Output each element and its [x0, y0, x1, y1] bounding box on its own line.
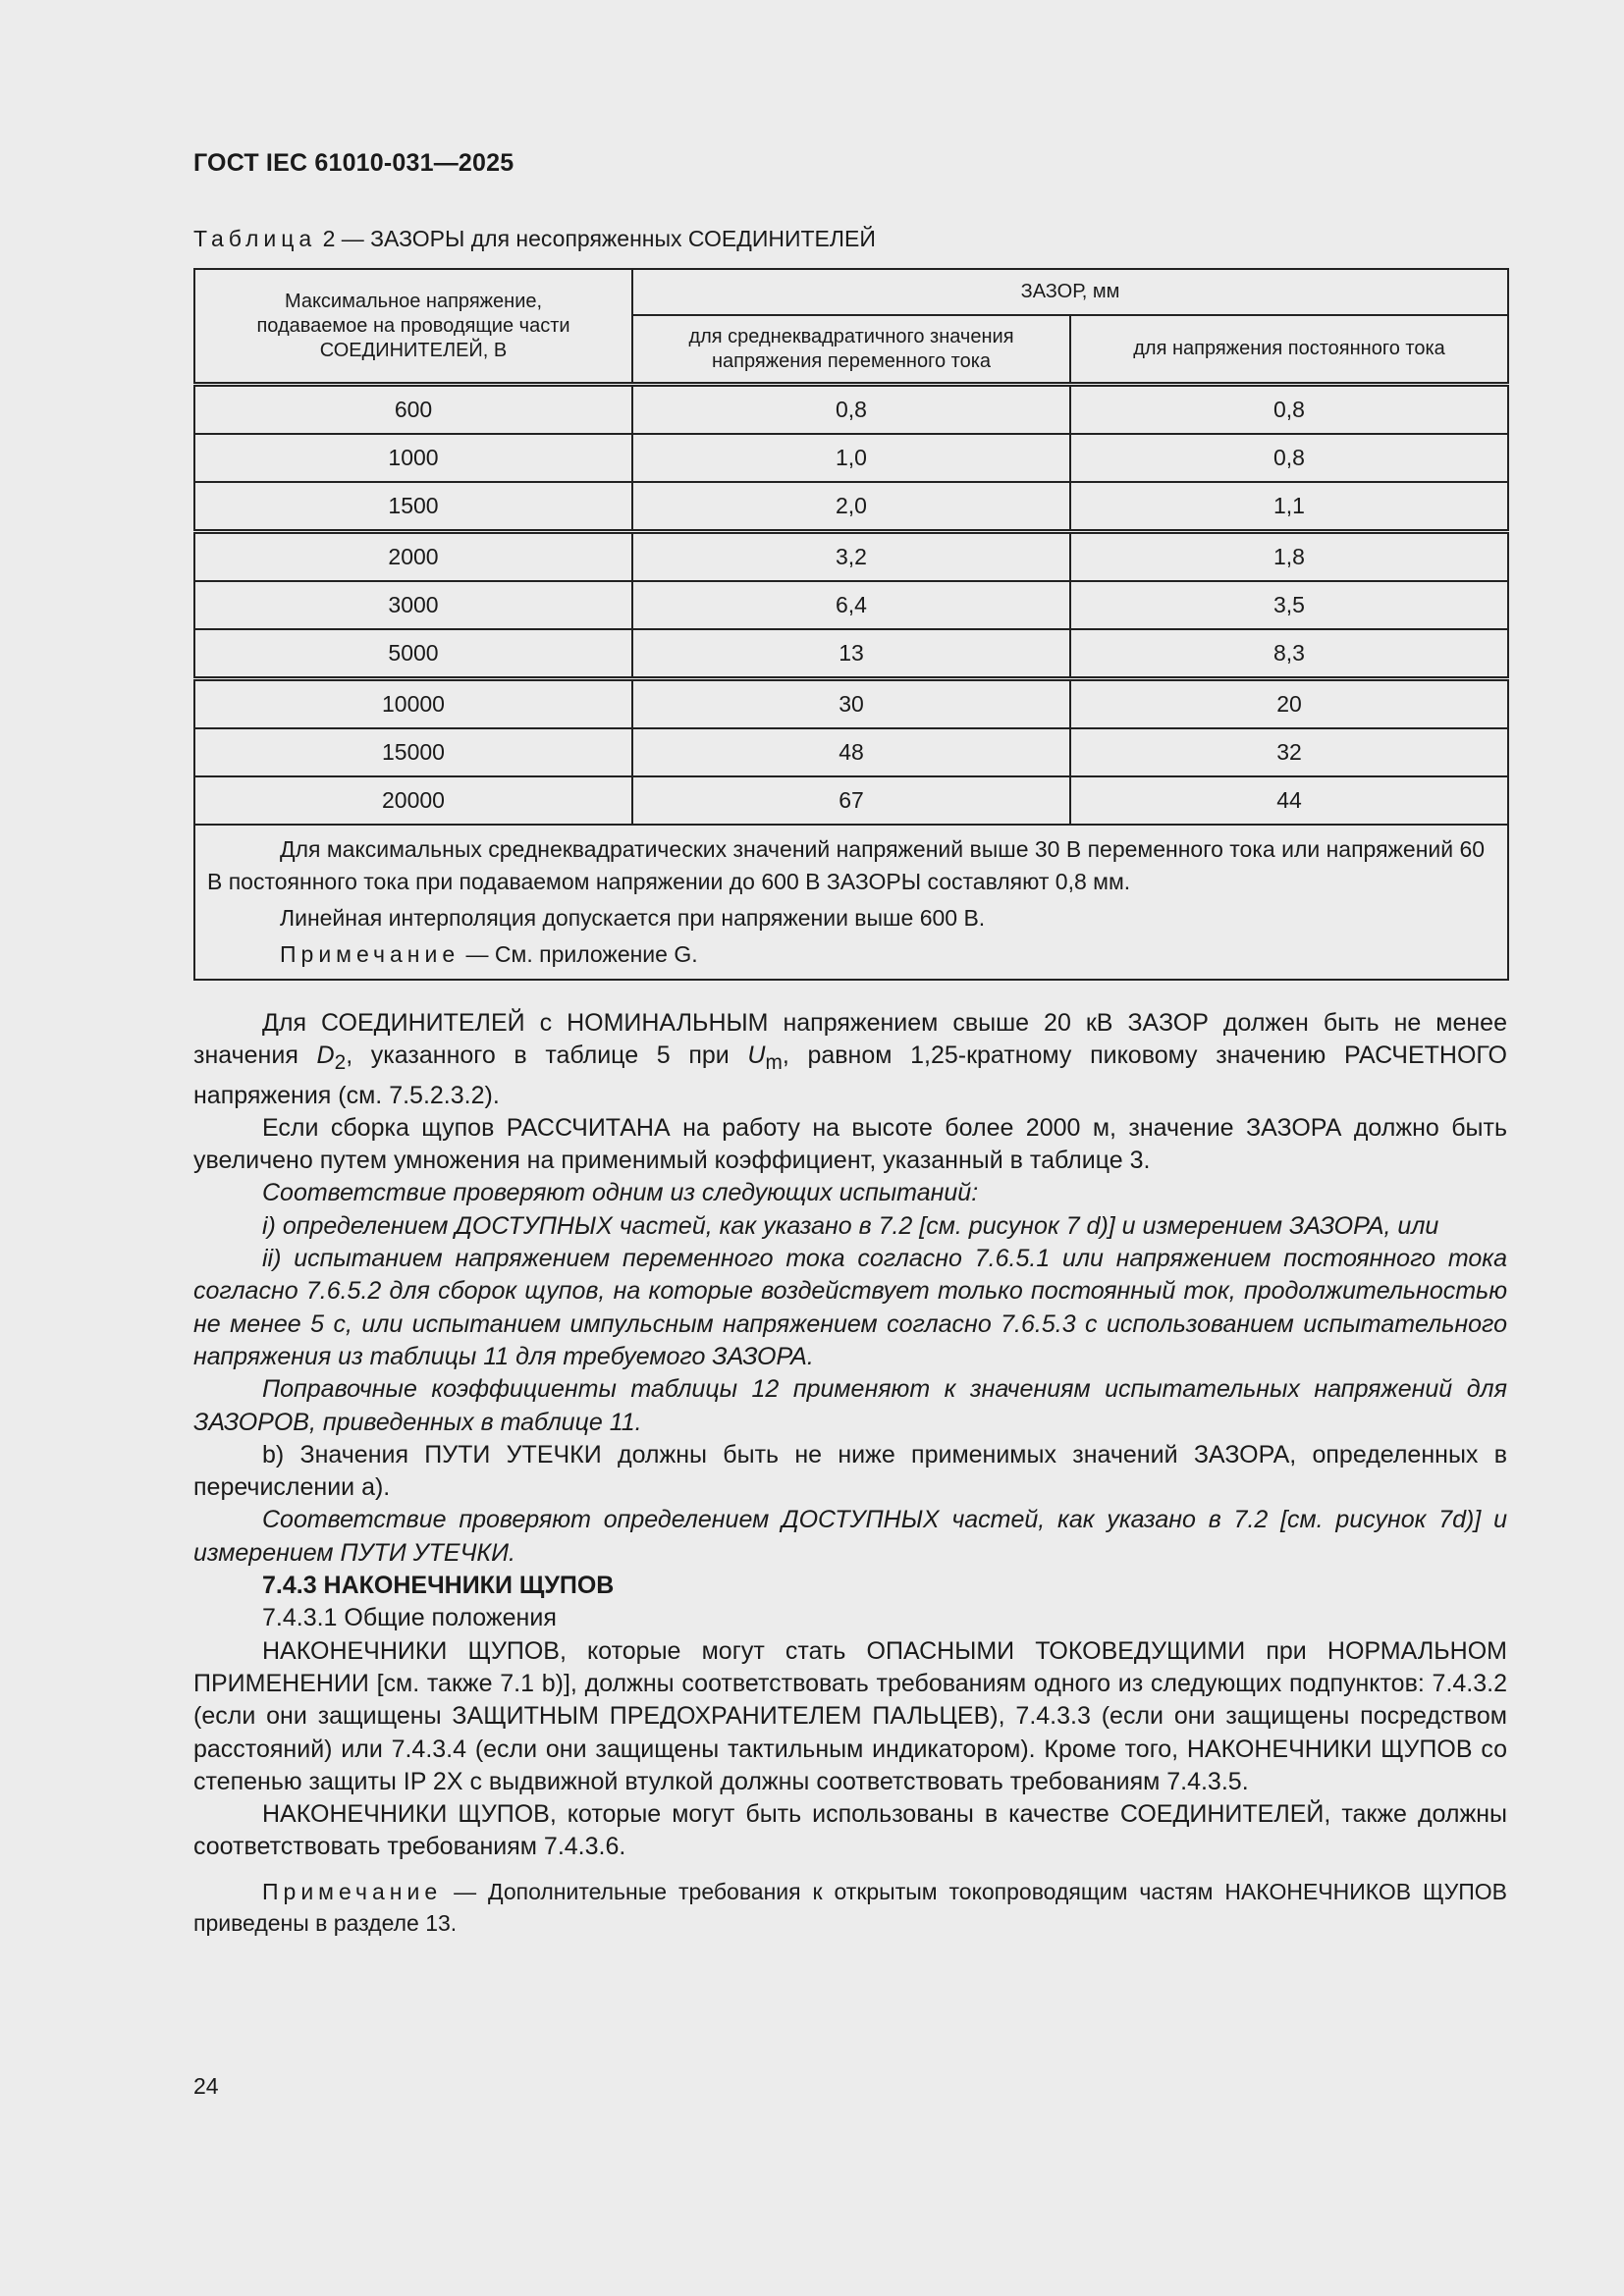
- table-cell: 8,3: [1070, 629, 1508, 679]
- col-header-voltage: Максимальное напряжение, подаваемое на проводящие части СОЕДИНИТЕЛЕЙ, В: [194, 269, 632, 385]
- list-item: i) определением ДОСТУПНЫХ частей, как указано в 7.2 [см. рисунок 7 d)] и измерением ЗАЗОРА, или: [262, 1211, 1439, 1240]
- table-notes: [194, 825, 1508, 980]
- table-row: [194, 434, 1508, 482]
- paragraph: НАКОНЕЧНИКИ ЩУПОВ, которые могут быть использованы в качестве СОЕДИНИТЕЛЕЙ, также должны соответствовать требованиям 7.4.3.6.: [193, 1800, 1507, 1861]
- table-cell: 1500: [194, 482, 632, 532]
- table-cell: 1,0: [632, 434, 1070, 482]
- paragraph: Соответствие проверяют определением ДОСТУПНЫХ частей, как указано в 7.2 [см. рисунок 7d)] и измерением ПУТИ УТЕЧКИ.: [193, 1506, 1507, 1567]
- table-row: [194, 532, 1508, 582]
- paragraph: Если сборка щупов РАССЧИТАНА на работу на высоте более 2000 м, значение ЗАЗОРА должно быть увеличено путем умножения на применимый коэффициент, указанный в таблице 3.: [193, 1113, 1507, 1175]
- table-cell: 3000: [194, 581, 632, 629]
- table-note-2: Линейная интерполяция допускается при напряжении выше 600 В.: [280, 905, 986, 931]
- table-cell: 67: [632, 776, 1070, 825]
- table-cell: 6,4: [632, 581, 1070, 629]
- table-row: [194, 679, 1508, 729]
- col-header-ac: для среднеквадратичного значения напряжения переменного тока: [632, 315, 1070, 385]
- table-row: [194, 629, 1508, 679]
- list-item: ii) испытанием напряжением переменного тока согласно 7.6.5.1 или напряжением постоянного тока согласно 7.6.5.2 для сборок щупов, на которые воздействует только постоянный ток, продолжительностью не менее 5 с, или испытанием импульсным напряжением согласно 7.6.5.3 с использованием испытательного напряжения из таблицы 11 для требуемого ЗАЗОРА.: [193, 1245, 1507, 1370]
- table-cell: 20: [1070, 679, 1508, 729]
- table-cell: 10000: [194, 679, 632, 729]
- page-number: 24: [193, 2073, 219, 2099]
- table-row: [194, 776, 1508, 825]
- table-caption: [193, 226, 876, 252]
- document-header: ГОСТ IEC 61010-031—2025: [193, 149, 514, 177]
- note: Примечание — Дополнительные требования к открытым токопроводящим частям НАКОНЕЧНИКОВ ЩУПОВ приведены в разделе 13.: [193, 1878, 1507, 1936]
- paragraph: Для СОЕДИНИТЕЛЕЙ с НОМИНАЛЬНЫМ напряжением свыше 20 кВ ЗАЗОР должен быть не менее значения $D_2$, указанного в таблице 5 при $U_m$, равном 1,25-кратному пиковому значению РАСЧЕТНОГО напряжения (см. 7.5.2.3.2).: [193, 1009, 1507, 1109]
- table-cell: 2,0: [632, 482, 1070, 532]
- table-cell: 3,2: [632, 532, 1070, 582]
- col-header-dc: для напряжения постоянного тока: [1070, 315, 1508, 385]
- section-heading: 7.4.3 НАКОНЕЧНИКИ ЩУПОВ: [262, 1572, 615, 1600]
- table-cell: 32: [1070, 728, 1508, 776]
- table-note-3: Примечание — См. приложение G.: [280, 941, 698, 967]
- table-cell: 15000: [194, 728, 632, 776]
- table-cell: 0,8: [1070, 434, 1508, 482]
- body-text: [193, 1007, 1507, 1939]
- table-cell: 0,8: [632, 385, 1070, 435]
- table-cell: 2000: [194, 532, 632, 582]
- table-cell: 600: [194, 385, 632, 435]
- table-row: [194, 482, 1508, 532]
- table-row: [194, 728, 1508, 776]
- table-note-1: Для максимальных среднеквадратических значений напряжений выше 30 В переменного тока или напряжений 60 В постоянного тока при подаваемом напряжении до 600 В ЗАЗОРЫ составляют 0,8 мм.: [207, 836, 1486, 894]
- table-caption-label: Таблица: [193, 226, 317, 251]
- paragraph: НАКОНЕЧНИКИ ЩУПОВ, которые могут стать ОПАСНЫМИ ТОКОВЕДУЩИМИ при НОРМАЛЬНОМ ПРИМЕНЕНИИ [см. также 7.1 b)], должны соответствовать требованиям одного из следующих подпунктов: 7.4.3.2 (если они защищены ЗАЩИТНЫМ ПРЕДОХРАНИТЕЛЕМ ПАЛЬЦЕВ), 7.4.3.3 (если они защищены посредством расстояний) или 7.4.3.4 (если они защищены тактильным индикатором). Кроме того, НАКОНЕЧНИКИ ЩУПОВ со степенью защиты IP 2X с выдвижной втулкой должны соответствовать требованиям 7.4.3.5.: [193, 1636, 1507, 1795]
- table-cell: 20000: [194, 776, 632, 825]
- table-cell: 44: [1070, 776, 1508, 825]
- table-cell: 1,8: [1070, 532, 1508, 582]
- clearance-table: [193, 268, 1509, 981]
- table-cell: 3,5: [1070, 581, 1508, 629]
- table-cell: 13: [632, 629, 1070, 679]
- table-cell: 1,1: [1070, 482, 1508, 532]
- table-cell: 30: [632, 679, 1070, 729]
- paragraph: Поправочные коэффициенты таблицы 12 применяют к значениям испытательных напряжений для ЗАЗОРОВ, приведенных в таблице 11.: [193, 1375, 1507, 1436]
- table-cell: 0,8: [1070, 385, 1508, 435]
- table-cell: 48: [632, 728, 1070, 776]
- table-cell: 5000: [194, 629, 632, 679]
- list-item: b) Значения ПУТИ УТЕЧКИ должны быть не ниже применимых значений ЗАЗОРА, определенных в перечислении а).: [193, 1440, 1507, 1502]
- table-cell: 1000: [194, 434, 632, 482]
- subsection-heading: 7.4.3.1 Общие положения: [262, 1604, 557, 1632]
- table-body: [194, 385, 1508, 826]
- table-row: [194, 581, 1508, 629]
- paragraph: Соответствие проверяют одним из следующих испытаний:: [262, 1179, 979, 1207]
- col-header-clearance: ЗАЗОР, мм: [632, 269, 1508, 315]
- table-caption-title: 2 — ЗАЗОРЫ для несопряженных СОЕДИНИТЕЛЕЙ: [316, 226, 876, 251]
- table-row: [194, 385, 1508, 435]
